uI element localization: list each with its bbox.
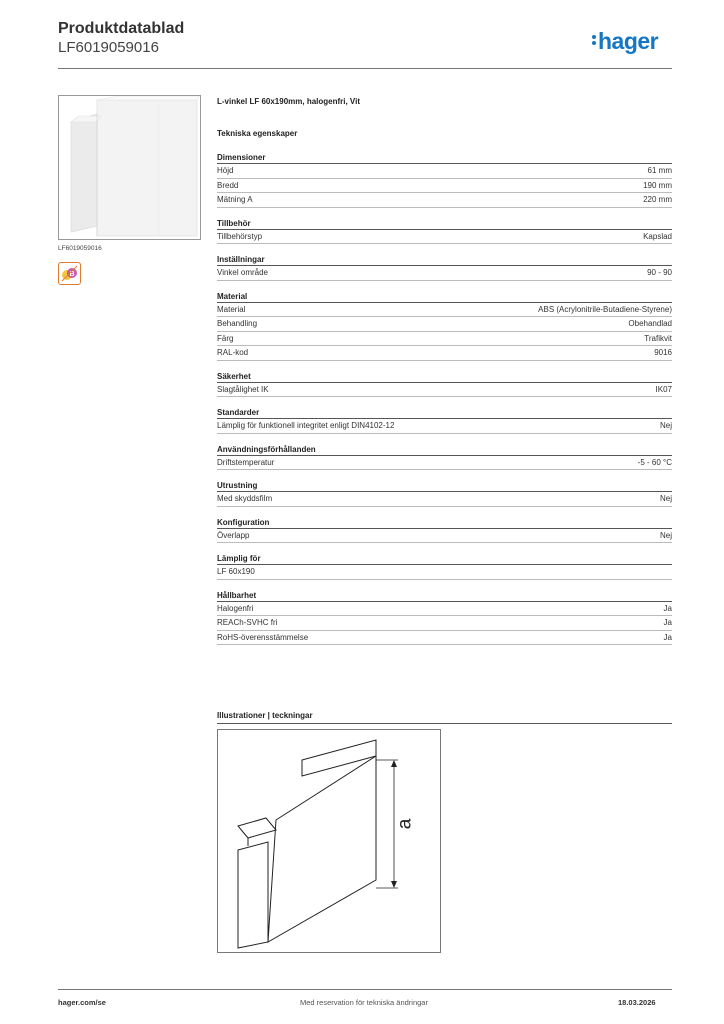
spec-label: LF 60x190 [217,567,255,576]
illustrations-divider [217,723,672,724]
spec-row [217,492,672,507]
spec-row [217,346,672,361]
section-title: Lämplig för [217,554,261,563]
properties-heading: Tekniska egenskaper [217,129,298,138]
dimension-label-a: a [394,818,416,830]
section-title: Standarder [217,408,260,417]
spec-label: Mätning A [217,195,253,204]
spec-label: Höjd [217,166,234,175]
spec-label: Lämplig för funktionell integritet enligt DIN4102-12 [217,421,395,430]
spec-row [217,631,672,646]
sustainability-section [217,589,672,646]
suitable-for-section [217,552,672,580]
section-title: Användningsförhållanden [217,444,316,454]
spec-row [217,230,672,245]
technical-drawing-icon [218,730,440,952]
spec-value: Nej [659,530,672,540]
spec-row [217,266,672,281]
spec-value: IK07 [655,384,672,394]
spec-label: Behandling [217,319,258,328]
spec-label: Material [217,304,246,314]
spec-label: Slagtålighet IK [217,384,269,394]
product-image [58,95,201,240]
section-title: Säkerhet [217,371,251,381]
hager-logo [592,28,658,55]
spec-value: 9016 [654,348,672,357]
section-title: Konfiguration [217,517,270,527]
spec-row [217,456,672,471]
product-photo-icon [59,96,200,239]
spacer [217,507,672,516]
spec-label: Driftstemperatur [217,457,275,467]
spec-row [217,193,672,208]
product-code: LF6019059016 [58,39,159,56]
logo-text: hager [598,28,659,54]
spec-row [217,565,672,580]
spec-value: Kapslad [643,231,672,241]
spec-sections [217,151,672,543]
section-title: Material [217,291,248,301]
spec-row [217,303,672,318]
spec-row [217,317,672,332]
footer-note: Med reservation för tekniska ändringar [300,998,428,1007]
logo-dots-icon [592,33,597,47]
spec-row [217,164,672,179]
spec-value: 61 mm [647,166,672,175]
spec-label: REACh-SVHC fri [217,618,278,627]
spec-value: Obehandlad [628,319,672,328]
product-image-caption: LF6019059016 [58,245,102,252]
spec-value: Trafikvit [644,333,672,343]
spec-value: Nej [659,494,672,503]
spec-row [217,383,672,398]
spec-label: Färg [217,333,234,343]
spec-row [217,419,672,434]
spec-value: 90 - 90 [647,268,672,277]
illustrations-heading: Illustrationer | teckningar [217,711,313,720]
spec-label: Överlapp [217,530,250,540]
spec-label: Bredd [217,180,239,190]
spec-value: 190 mm [643,180,672,190]
spacer [217,244,672,253]
spacer [217,208,672,217]
header-divider [58,68,672,69]
spec-value: Nej [659,421,672,430]
spacer [217,281,672,290]
spec-value: ABS (Acrylonitrile-Butadiene-Styrene) [538,304,672,314]
spec-row [217,332,672,347]
spec-value: 220 mm [643,195,672,204]
spacer [217,397,672,406]
spec-label: Med skyddsfilm [217,494,273,503]
footer-website: hager.com/se [58,998,106,1007]
spacer [217,543,672,552]
page-title: Produktdatablad [58,20,185,37]
spacer [217,580,672,589]
footer-divider [58,989,672,990]
spec-value: Ja [663,603,672,613]
product-title: L-vinkel LF 60x190mm, halogenfri, Vit [217,97,361,106]
spec-label: Tillbehörstyp [217,231,263,241]
spec-label: RoHS-överensstämmelse [217,632,309,642]
footer-date: 18.03.2026 [618,998,656,1007]
spec-value: Ja [663,618,672,627]
halogen-free-badge [58,262,81,285]
section-title: Inställningar [217,255,265,264]
technical-drawing [217,729,441,953]
spec-label: RAL-kod [217,348,249,357]
spec-label: Halogenfri [217,603,254,613]
spec-row [217,602,672,617]
spec-row [217,529,672,544]
svg-text:B: B [69,271,75,278]
spacer [217,470,672,479]
spec-row [217,179,672,194]
section-title: Hållbarhet [217,590,257,600]
section-title: Tillbehör [217,218,251,228]
spacer [217,434,672,443]
spec-label: Vinkel område [217,268,268,277]
spec-value: -5 - 60 °C [637,457,672,467]
section-title: Dimensioner [217,153,266,162]
spec-row [217,616,672,631]
spec-content [217,97,672,645]
spacer [217,361,672,370]
halogen-free-icon [59,263,80,284]
spec-value: Ja [663,632,672,642]
section-title: Utrustning [217,481,258,490]
